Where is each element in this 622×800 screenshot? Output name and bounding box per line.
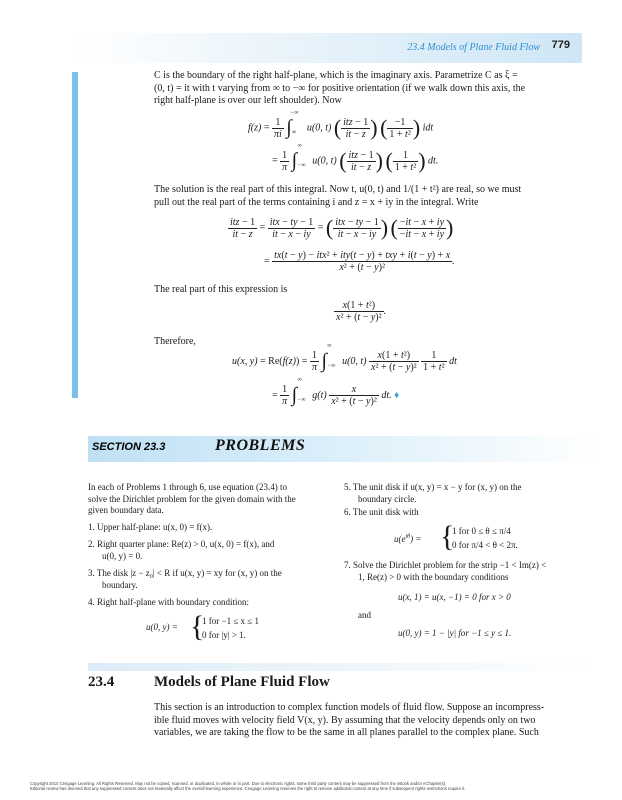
- text-line: given boundary data.: [88, 505, 164, 515]
- equation-real-part: $\frac{\text{x(1 + t²)}}{\text{x² + (t − y)²}}$ .: [336, 300, 387, 323]
- text-line: C is the boundary of the right half-plane, which is the imaginary axis. Parametrize C as ξ =: [154, 70, 518, 81]
- text-line: right half-plane is over our left shoulder). Now: [154, 95, 342, 106]
- footer-line: Editorial review has deemed that any suppressed content does not materially affect the overall learning experience. Cengage Learning reserves the right to remove additional content at any time if subsequent rights restrictions require it.: [30, 786, 466, 791]
- equation-u-line2: = $\frac{1}{\pi}$ $\int_{-\infty}^\infty$ g(t) $\frac{x}{\text{x² + (t − y)²}}$ dt. ♦: [272, 377, 400, 407]
- text-line: boundary circle.: [358, 493, 417, 504]
- example-margin-bar: [72, 72, 78, 398]
- subsection-number: 23.4: [88, 674, 115, 690]
- text-line: variables, we are taking the flow to be the same in all planes parallel to the complex plane. Such: [154, 727, 539, 738]
- equation-expansion-line2: = $\frac{\text{tx(t − y) − itx² + ity(t − y) + txy + i(t − y) + x}}{\text{x² + (t − y)²}}$ .: [264, 250, 455, 273]
- footer-line: Copyright 2010 Cengage Learning. All Rights Reserved. May not be copied, scanned, or duplicated, in whole or in part. Due to electronic rights, some third party content may be suppressed from the eBook and/or eChapter(s).: [30, 781, 447, 786]
- end-of-example-diamond-icon: ♦: [394, 389, 400, 401]
- text-line: 5. The unit disk if u(x, y) = x − y for (x, y) on the: [344, 482, 522, 492]
- section-title: PROBLEMS: [215, 437, 306, 454]
- subsection-title: Models of Plane Fluid Flow: [154, 674, 330, 690]
- subsection-band: [88, 663, 598, 671]
- text-line: solve the Dirichlet problem for the given domain with the: [88, 493, 296, 504]
- copyright-footer: [30, 781, 600, 791]
- text-line: (0, t) = it with t varying from ∞ to −∞ for positive orientation (if we walk down this axis, the: [154, 82, 526, 94]
- text-line: 7. Solve the Dirichlet problem for the strip −1 < Im(z) <: [344, 560, 547, 570]
- text-line: ible fluid moves with velocity field V(x, y). By assuming that the velocity depends only on two: [154, 714, 536, 726]
- piecewise-case: 0 for |y| > 1.: [202, 630, 246, 640]
- piecewise-case: 0 for π/4 < θ < 2π.: [452, 540, 518, 550]
- text-line: This section is an introduction to complex function models of fluid flow. Suppose an incompress-: [154, 702, 545, 713]
- problem-7-and: and: [358, 610, 371, 620]
- text-line: The solution is the real part of this integral. Now t, u(0, t) and 1/(1 + t²) are real, so we must: [154, 184, 522, 195]
- example-paragraph-4: Therefore,: [154, 336, 196, 347]
- problem-7-condition-1: u(x, 1) = u(x, −1) = 0 for x > 0: [398, 592, 511, 602]
- problem-7: [344, 560, 584, 583]
- page-number: 779: [551, 39, 570, 51]
- piecewise-case: 1 for −1 ≤ x ≤ 1: [202, 616, 259, 626]
- section-label: SECTION 23.3: [92, 441, 166, 453]
- equation-fz-line1: f(z) = $\frac{1}{\pi i}$ $\int_\infty^{-\infty}$ u(0, t) ( $\frac{\text{itz − 1}}{it - z}$ ) ( $\frac{-1}{\text{1 + t²}}$ ) idt: [248, 109, 434, 140]
- text-line: 3. The disk |z − z₀| < R if u(x, y) = xy for (x, y) on the: [88, 568, 282, 578]
- problem-4: 4. Right half-plane with boundary condition:: [88, 597, 249, 607]
- equation-expansion-line1: $\frac{\text{itz − 1}}{it - z}$ = $\frac{\text{itx − ty − 1}}{it - x - iy}$ = ( $\frac{\text{itx − ty − 1}}{it - x - iy}$ ) ( $\frac{-it - x + iy}{-it - x + iy}$ ): [230, 215, 454, 240]
- subsection-paragraph: [154, 702, 580, 740]
- text-line: boundary.: [102, 579, 138, 590]
- problem-5: [344, 482, 584, 505]
- problem-1: 1. Upper half-plane: u(x, 0) = f(x).: [88, 522, 213, 532]
- problem-2: [88, 539, 333, 562]
- text-line: 2. Right quarter plane: Re(z) > 0, u(x, 0) = f(x), and: [88, 539, 275, 549]
- text-line: u(0, y) = 0.: [102, 550, 143, 561]
- equation-fz-line2: = $\frac{1}{\pi}$ $\int_{-\infty}^\infty$ u(0, t) ( $\frac{\text{itz − 1}}{it - z}$ ) ( $\frac{1}{\text{1 + t²}}$ ) dt.: [272, 142, 439, 173]
- text-line: pull out the real part of the terms containing i and z = x + iy in the integral. Write: [154, 196, 479, 208]
- example-paragraph-1: [154, 70, 580, 108]
- text-line: 1, Re(z) > 0 with the boundary conditions: [358, 571, 509, 582]
- equation-u-line1: u(x, y) = Re(f(z)) = $\frac{1}{\pi}$ $\int_{-\infty}^\infty$ u(0, t) $\frac{\text{x(1 + t²)}}{\text{x² + (t − y)²}}$ $\frac{1}{\text{1 + t²}}$ dt: [232, 343, 457, 373]
- running-title: 23.4 Models of Plane Fluid Flow: [407, 42, 540, 53]
- example-paragraph-2: [154, 184, 580, 209]
- problem-3: [88, 568, 333, 591]
- text-line: In each of Problems 1 through 6, use equation (23.4) to: [88, 482, 287, 492]
- problem-6: 6. The unit disk with: [344, 507, 419, 517]
- problem-7-condition-2: u(0, y) = 1 − |y| for −1 ≤ y ≤ 1.: [398, 628, 512, 638]
- problems-intro: [88, 482, 330, 517]
- piecewise-case: 1 for 0 ≤ θ ≤ π/4: [452, 526, 511, 536]
- example-paragraph-3: The real part of this expression is: [154, 284, 288, 295]
